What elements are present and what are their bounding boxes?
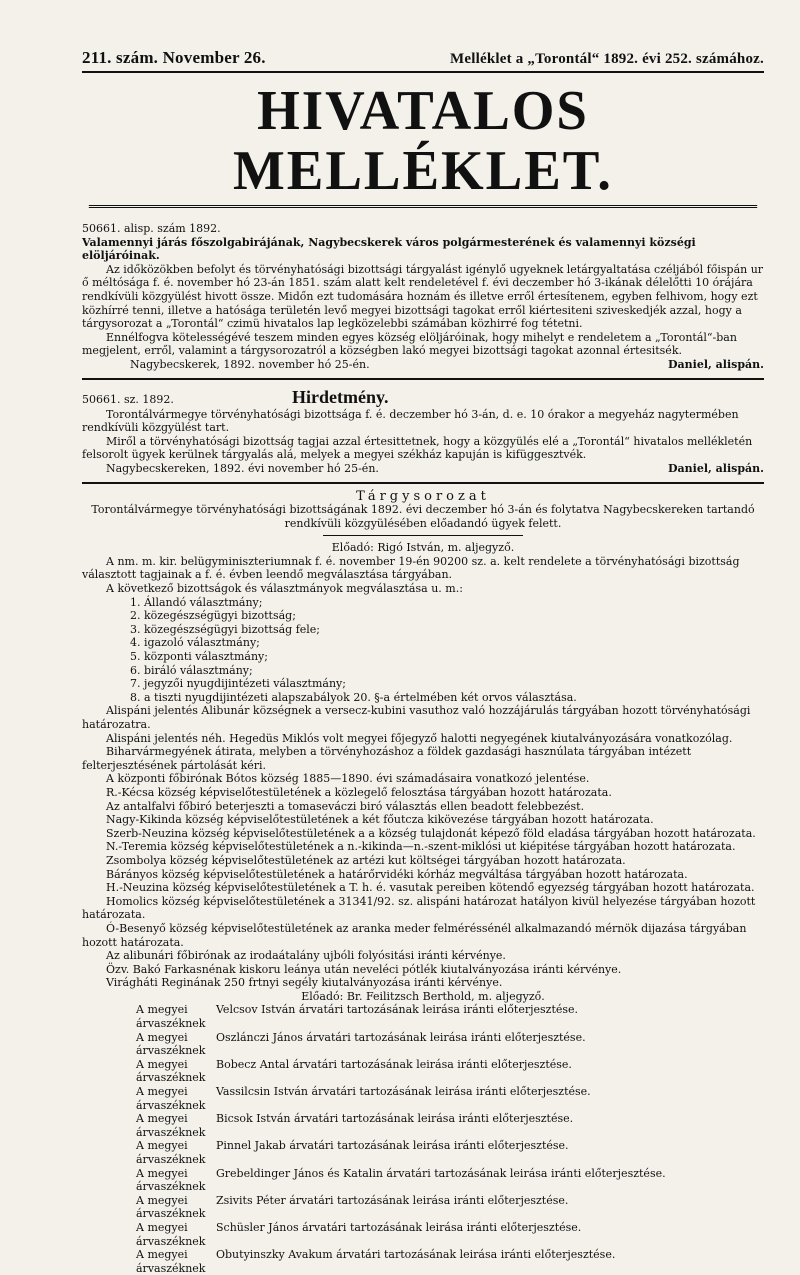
section2-sign-row: [82, 462, 764, 476]
section1-address: Valamennyi járás főszolgabirájának, Nagybecskerek város polgármesterének és valamennyi községi elöljáróinak.: [82, 235, 696, 263]
list-item: [82, 1003, 764, 1030]
agenda-item: H.-Neuzina község képviselőtestületének a T. h. é. vasutak pereiben kötendő egyezség tárgyában hozott határozata.: [106, 881, 755, 895]
agenda-item: R.-Kécsa község képviselőtestületének a közlegelő felosztása tárgyában hozott határozata.: [106, 785, 612, 799]
section1-sign-row: [82, 358, 764, 372]
orphan-prefix: A megyei árvaszéknek: [136, 1220, 206, 1248]
section1-place-date: Nagybecskerek, 1892. november hó 25-én.: [130, 357, 370, 371]
agenda-item: Homolics község képviselőtestületének a 31341/92. sz. alispáni határozat hatályon kivül helyezése tárgyában hozott határozata.: [82, 894, 756, 922]
agenda-item: Az alibunári főbirónak az irodaátalány ujbóli folyósitási iránti kérvénye.: [106, 949, 506, 963]
presenter-2: Előadó: Br. Feilitzsch Berthold, m. aljegyző.: [301, 989, 545, 1003]
section1-body1: Az időközökben befolyt és törvényhatósági bizottsági tárgyalást igénylő ugyeknek letárgyaltatása czéljából főispán ur ő méltósága f. é. november hó 23-án 1851. szám alatt kelt rendeletével f. évi deczember hó 3-ikának délelőtti 10 órájára rendkívüli közgyülést hivott össze. Midőn ezt tudomására hoznám és illetve erről értesítenem, egyben felhivom, hogy ezt közhírré tenni, illetve a hatósága területén levő megyei bizottsági tagokat erről kiértesiteni sziveskedjék azzal, hogy a tárgysorozat a „Torontál“ czimü hivatalos lap legközelebbi számában közhirré fog tétetni.: [82, 262, 764, 331]
list-item: 5. központi választmány;: [130, 650, 268, 664]
section2-title: Hirdetmény.: [292, 386, 389, 407]
list-item: 4. igazoló választmány;: [130, 636, 260, 650]
section1-signature: Daniel, alispán.: [667, 357, 764, 371]
divider: [82, 482, 764, 484]
orphan-prefix: A megyei árvaszéknek: [136, 1166, 206, 1194]
orphan-text: Vassilcsin István árvatári tartozásának leirása iránti előterjesztése.: [216, 1085, 591, 1099]
orphan-prefix: A megyei árvaszéknek: [136, 1085, 206, 1112]
header-line: [82, 48, 764, 73]
section1-ref: 50661. alisp. szám 1892.: [82, 222, 221, 235]
list-item: 3. közegészségügyi bizottság fele;: [130, 622, 321, 636]
orphan-text: Bobecz Antal árvatári tartozásának leirása iránti előterjesztése.: [216, 1057, 572, 1071]
agenda-item: Ó-Besenyő község képviselőtestületének az aranka meder felméréssénél alkalmazandó mérnök dijazása tárgyában hozott határozata.: [82, 921, 747, 949]
agenda-item: Az antalfalvi főbiró beterjeszti a tomaseváczi biró választás ellen beadott felebbezést.: [106, 799, 585, 813]
list-item: [82, 1085, 764, 1112]
section2-ref: 50661. sz. 1892.: [82, 392, 174, 406]
list-item: 2. közegészségügyi bizottság;: [130, 609, 296, 623]
list-item: [82, 1112, 764, 1139]
orphan-text: Oszlánczi János árvatári tartozásának leirása iránti előterjesztése.: [216, 1030, 586, 1044]
agenda-item: N.-Teremia község képviselőtestületének a n.-kikinda—n.-szent-miklósi ut kiépitése tárgyában hozott határozata.: [106, 840, 736, 854]
list-item: [82, 1221, 764, 1248]
orphan-prefix: A megyei árvaszéknek: [136, 1003, 206, 1031]
agenda-item: Biharvármegyének átirata, melyben a törvényhozáshoz a földek gazdasági hasznúlata tárgyában intézett felterjesztésének pártolását kéri.: [82, 745, 692, 772]
agenda-item: Alispáni jelentés néh. Hegedüs Miklós volt megyei főjegyző halotti negyegének kiutalványozására vonatkozólag.: [106, 731, 733, 745]
agenda-item: Alispáni jelentés Alibunár községnek a versecz-kubini vasuthoz való hozzájárulás tárgyában hozott törvényhatósági határozatra.: [82, 704, 751, 731]
divider: [82, 378, 764, 380]
orphan-prefix: A megyei árvaszéknek: [136, 1193, 206, 1221]
agenda-item: A központi főbirónak Bótos község 1885—1890. évi számadásaira vonatkozó jelentése.: [106, 772, 590, 786]
list-item: 8. a tiszti nyugdijintézeti alapszabályok 20. §-a értelmében két orvos választása.: [130, 690, 577, 704]
orphan-text: Bicsok István árvatári tartozásának leirása iránti előterjesztése.: [216, 1112, 574, 1126]
orphan-text: Velcsov István árvatári tartozásának leirása iránti előterjesztése.: [216, 1003, 579, 1017]
list-item: [82, 1058, 764, 1085]
thin-divider: [323, 535, 523, 536]
issue-number: 211. szám. November 26.: [82, 48, 266, 67]
section3-title: Tárgysorozat: [356, 488, 490, 504]
orphan-prefix: A megyei árvaszéknek: [136, 1057, 206, 1085]
list-item: 1. Állandó választmány;: [130, 595, 263, 609]
section2-body2: Miről a törvényhatósági bizottság tagjai azzal értesittetnek, hogy a közgyülés elé a „Torontál“ hivatalos mellékletén felsorolt ügyek kerülnek tárgyalás alá, melyek a megyei székház kapuján is kifüggesztvék.: [82, 434, 753, 462]
committees-intro: A következő bizottságok és választmányok megválasztása u. m.:: [106, 582, 463, 596]
orphan-prefix: A megyei árvaszéknek: [136, 1030, 206, 1058]
list-item: [82, 1194, 764, 1221]
list-item: 6. biráló választmány;: [130, 663, 253, 677]
orphan-prefix: A megyei árvaszéknek: [136, 1139, 206, 1166]
list-item: [82, 1031, 764, 1058]
agenda-item: Szerb-Neuzina község képviselőtestületének a a község tulajdonát képező föld eladása tárgyában hozott határozata.: [106, 826, 756, 840]
list-item: [82, 1167, 764, 1194]
presenter-1: Előadó: Rigó István, m. aljegyző.: [331, 541, 515, 555]
list-item: 7. jegyzői nyugdijintézeti választmány;: [130, 677, 346, 691]
agenda-item: Virágháti Reginának 250 frtnyi segély kiutalványozása iránti kérvénye.: [106, 976, 503, 990]
orphan-text: Grebeldinger János és Katalin árvatári tartozásának leirása iránti előterjesztése.: [216, 1166, 666, 1180]
agenda-items: [82, 704, 764, 989]
agenda-item-a: A nm. m. kir. belügyminiszteriumnak f. é. november 19-én 90200 sz. a. kelt rendelete a törvényhatósági bizottság választott tagjainak a f. é. évben leendő megválasztása tárgyában.: [82, 554, 740, 582]
masthead-title: HIVATALOS MELLÉKLET.: [89, 81, 757, 208]
section2-heading-row: [82, 386, 764, 408]
section2-place-date: Nagybecskereken, 1892. évi november hó 25-én.: [106, 461, 379, 475]
orphan-prefix: A megyei árvaszéknek: [136, 1112, 206, 1139]
list-item: [82, 1248, 764, 1275]
section2-body1: Torontálvármegye törvényhatósági bizottsága f. é. deczember hó 3-án, d. e. 10 órakor a megyeház nagytermében rendkívüli közgyülést tart.: [82, 407, 739, 435]
content: [82, 222, 764, 1275]
orphan-court-items: [82, 1003, 764, 1275]
agenda-item: Zsombolya község képviselőtestületének az artézi kut költségei tárgyában hozott határozata.: [106, 853, 626, 867]
agenda-item: Bárányos község képviselőtestületének a határőrvidéki kórház megváltása tárgyában hozott határozata.: [106, 867, 688, 881]
committees-list: [82, 596, 764, 705]
section2-signature: Daniel, alispán.: [667, 461, 764, 475]
orphan-text: Obutyinszky Avakum árvatári tartozásának leirása iránti előterjesztése.: [216, 1248, 616, 1262]
list-item: [82, 1139, 764, 1166]
orphan-text: Pinnel Jakab árvatári tartozásának leirása iránti előterjesztése.: [216, 1139, 569, 1153]
section3-subtitle: Torontálvármegye törvényhatósági bizottságának 1892. évi deczember hó 3-án és folytatva Nagybecskereken tartandó rendkívüli közgyülésében előadandó ügyek felett.: [91, 503, 755, 530]
agenda-item: Özv. Bakó Farkasnénak kiskoru leánya után neveléci pótlék kiutalványozása iránti kérvénye.: [106, 962, 622, 976]
supplement-note: Melléklet a „Torontál“ 1892. évi 252. számához.: [450, 51, 764, 67]
orphan-text: Zsivits Péter árvatári tartozásának leirása iránti előterjesztése.: [216, 1193, 569, 1207]
orphan-prefix: A megyei árvaszéknek: [136, 1248, 206, 1275]
agenda-item: Nagy-Kikinda község képviselőtestületének a két főutcza kikövezése tárgyában hozott határozata.: [106, 813, 654, 827]
orphan-text: Schüsler János árvatári tartozásának leirása iránti előterjesztése.: [216, 1220, 582, 1234]
section1-body2: Ennélfogva kötelességévé teszem minden egyes község elöljáróinak, hogy mihelyt e rendeletem a „Torontál“-ban megjelent, erről, valamint a tárgysorozatról a községben lakó megyei bizottsági tagokat azonnal értesitsék.: [82, 330, 737, 358]
